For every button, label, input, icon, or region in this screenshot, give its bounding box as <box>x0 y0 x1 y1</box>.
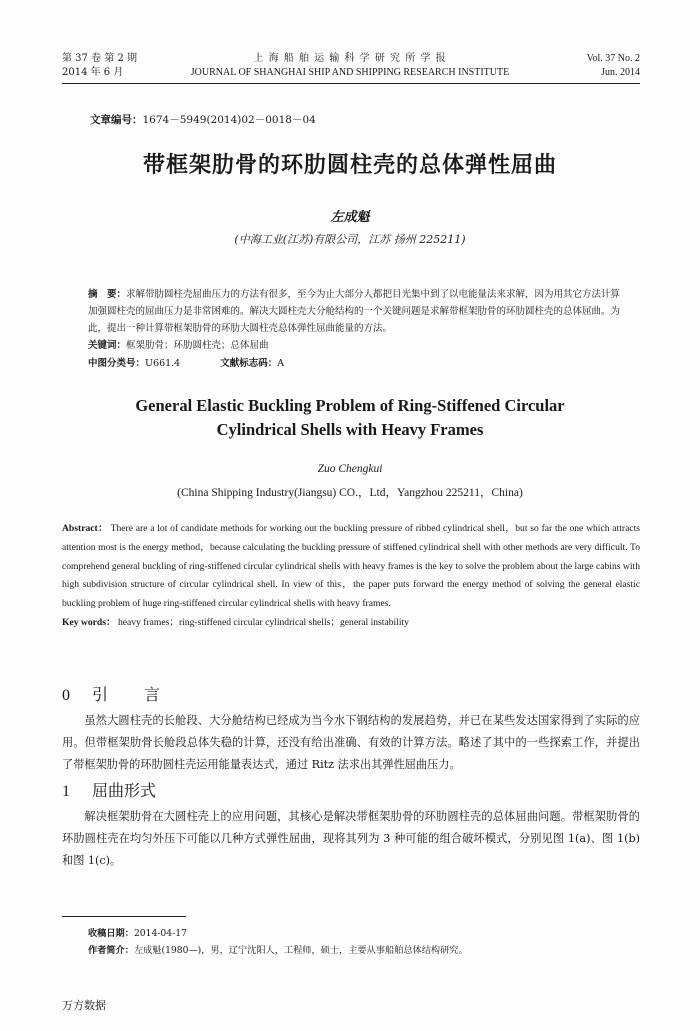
header-date-en: Jun. 2014 <box>601 67 640 78</box>
abstract-en-label: Abstract： <box>62 523 109 534</box>
clc-label: 中图分类号： <box>88 358 146 369</box>
header-date: 2014 年 6 月 <box>62 67 124 78</box>
footnote-received <box>88 926 187 942</box>
header-rule <box>62 83 640 84</box>
affiliation-cn: (中海工业(江苏)有限公司，江苏 扬州 225211) <box>234 233 466 246</box>
keywords-cn-text: 框架肋骨；环肋圆柱壳；总体屈曲 <box>126 340 269 351</box>
header-journal-en: JOURNAL OF SHANGHAI SHIP AND SHIPPING RESEARCH INSTITUTE <box>190 67 510 78</box>
affiliation-en: (China Shipping Industry(Jiangsu) CO.，Ltd，Yangzhou 225211，China) <box>177 487 523 499</box>
title-en-line1: General Elastic Buckling Problem of Ring-Stiffened Circular <box>135 396 565 415</box>
title-cn: 带框架肋骨的环肋圆柱壳的总体弹性屈曲 <box>142 153 557 178</box>
author-bio-label: 作者简介： <box>88 945 134 956</box>
footnote-rule <box>62 916 186 917</box>
doc-code-label: 文献标志码： <box>220 358 278 369</box>
article-number-label: 文章编号： <box>90 114 143 126</box>
clc-value: U661.4 <box>145 358 181 369</box>
section-0-number: 0 <box>62 687 70 704</box>
author-bio-value: 左成魁(1980—)，男，辽宁沈阳人，工程师，硕士，主要从事船舶总体结构研究。 <box>133 945 468 956</box>
keywords-cn <box>88 337 628 354</box>
section-1-paragraph: 解决框架肋骨在大圆柱壳上的应用问题，其核心是解决带框架肋骨的环肋圆柱壳的总体屈曲问题。带框架肋骨的环肋圆柱壳在均匀外压下可能以几种方式弹性屈曲，现将其列为 3 种可能的组合破坏模式，分别见图 1(a)、图 1(b)和图 1(c)。 <box>62 810 640 867</box>
title-en <box>0 394 700 442</box>
header-vol-en: Vol. 37 No. 2 <box>586 53 640 64</box>
article-number-value: 1674－5949(2014)02－0018－04 <box>142 114 316 126</box>
abstract-cn-label: 摘 要： <box>88 289 127 300</box>
header-journal-cn: 上 海 船 舶 运 输 科 学 研 究 所 学 报 <box>253 53 447 64</box>
abstract-en <box>62 520 640 633</box>
received-label: 收稿日期： <box>88 928 134 939</box>
section-1-heading <box>62 778 156 801</box>
author-cn: 左成魁 <box>330 210 370 225</box>
wanfang-watermark: 万方数据 <box>62 999 106 1012</box>
footnote-author <box>88 943 468 959</box>
classification <box>88 355 628 372</box>
header-volume-issue: 第 37 卷 第 2 期 <box>62 53 137 64</box>
keywords-en-text: heavy frames；ring-stiffened circular cylindrical shells；general instability <box>117 616 409 628</box>
abstract-cn <box>88 286 628 337</box>
abstract-cn-text: 求解带肋圆柱壳屈曲压力的方法有很多，至今为止大部分人都把目光集中到了以电能量法来求解，因为用其它方法计算加强圆柱壳的屈曲压力是非常困难的。解决大圆柱壳大分舱结构的一个关键问题是求解带框架肋骨的环肋圆柱壳的总体屈曲。为此，提出一种计算带框架肋骨的环肋大圆柱壳总体弹性屈曲能量的方法。 <box>88 289 621 334</box>
section-0-title: 引 言 <box>92 685 171 704</box>
doc-code-value: A <box>277 358 285 369</box>
keywords-cn-label: 关键词： <box>88 340 127 351</box>
abstract-en-text: There are a lot of candidate methods for working out the buckling pressure of ribbed cylindrical shell，but so far the one which attracts attention most is the energy method，because calculating the buckling pressure of stiffened cylindrical shell with other methods are very difficult. To comprehend general buckling of ring-stiffened circular cylindrical shells with heavy frames is the key to solve the problem about the large cabins with high subdivision structure of circular cylindrical shell. In view of this，the paper puts forward the energy method of solving the general elastic buckling problem of huge ring-stiffened circular cylindrical shells with heavy frames. <box>62 523 640 610</box>
article-number <box>90 112 316 127</box>
author-en: Zuo Chengkui <box>317 463 383 475</box>
received-value: 2014-04-17 <box>133 928 187 939</box>
section-0-paragraph: 虽然大圆柱壳的长舱段、大分舱结构已经成为当今水下钢结构的发展趋势，并已在某些发达国家得到了实际的应用。但带框架肋骨长舱段总体失稳的计算，还没有给出准确、有效的计算方法。略述了其中的一些探索工作，并提出了带框架肋骨的环肋圆柱壳运用能量表达式，通过 Ritz 法求出其弹性屈曲压力。 <box>62 714 640 771</box>
title-en-line2: Cylindrical Shells with Heavy Frames <box>216 420 484 439</box>
section-1-number: 1 <box>62 783 70 800</box>
section-0-heading <box>62 682 170 705</box>
keywords-en-label: Key words： <box>62 616 116 628</box>
section-1-title: 屈曲形式 <box>92 781 157 800</box>
